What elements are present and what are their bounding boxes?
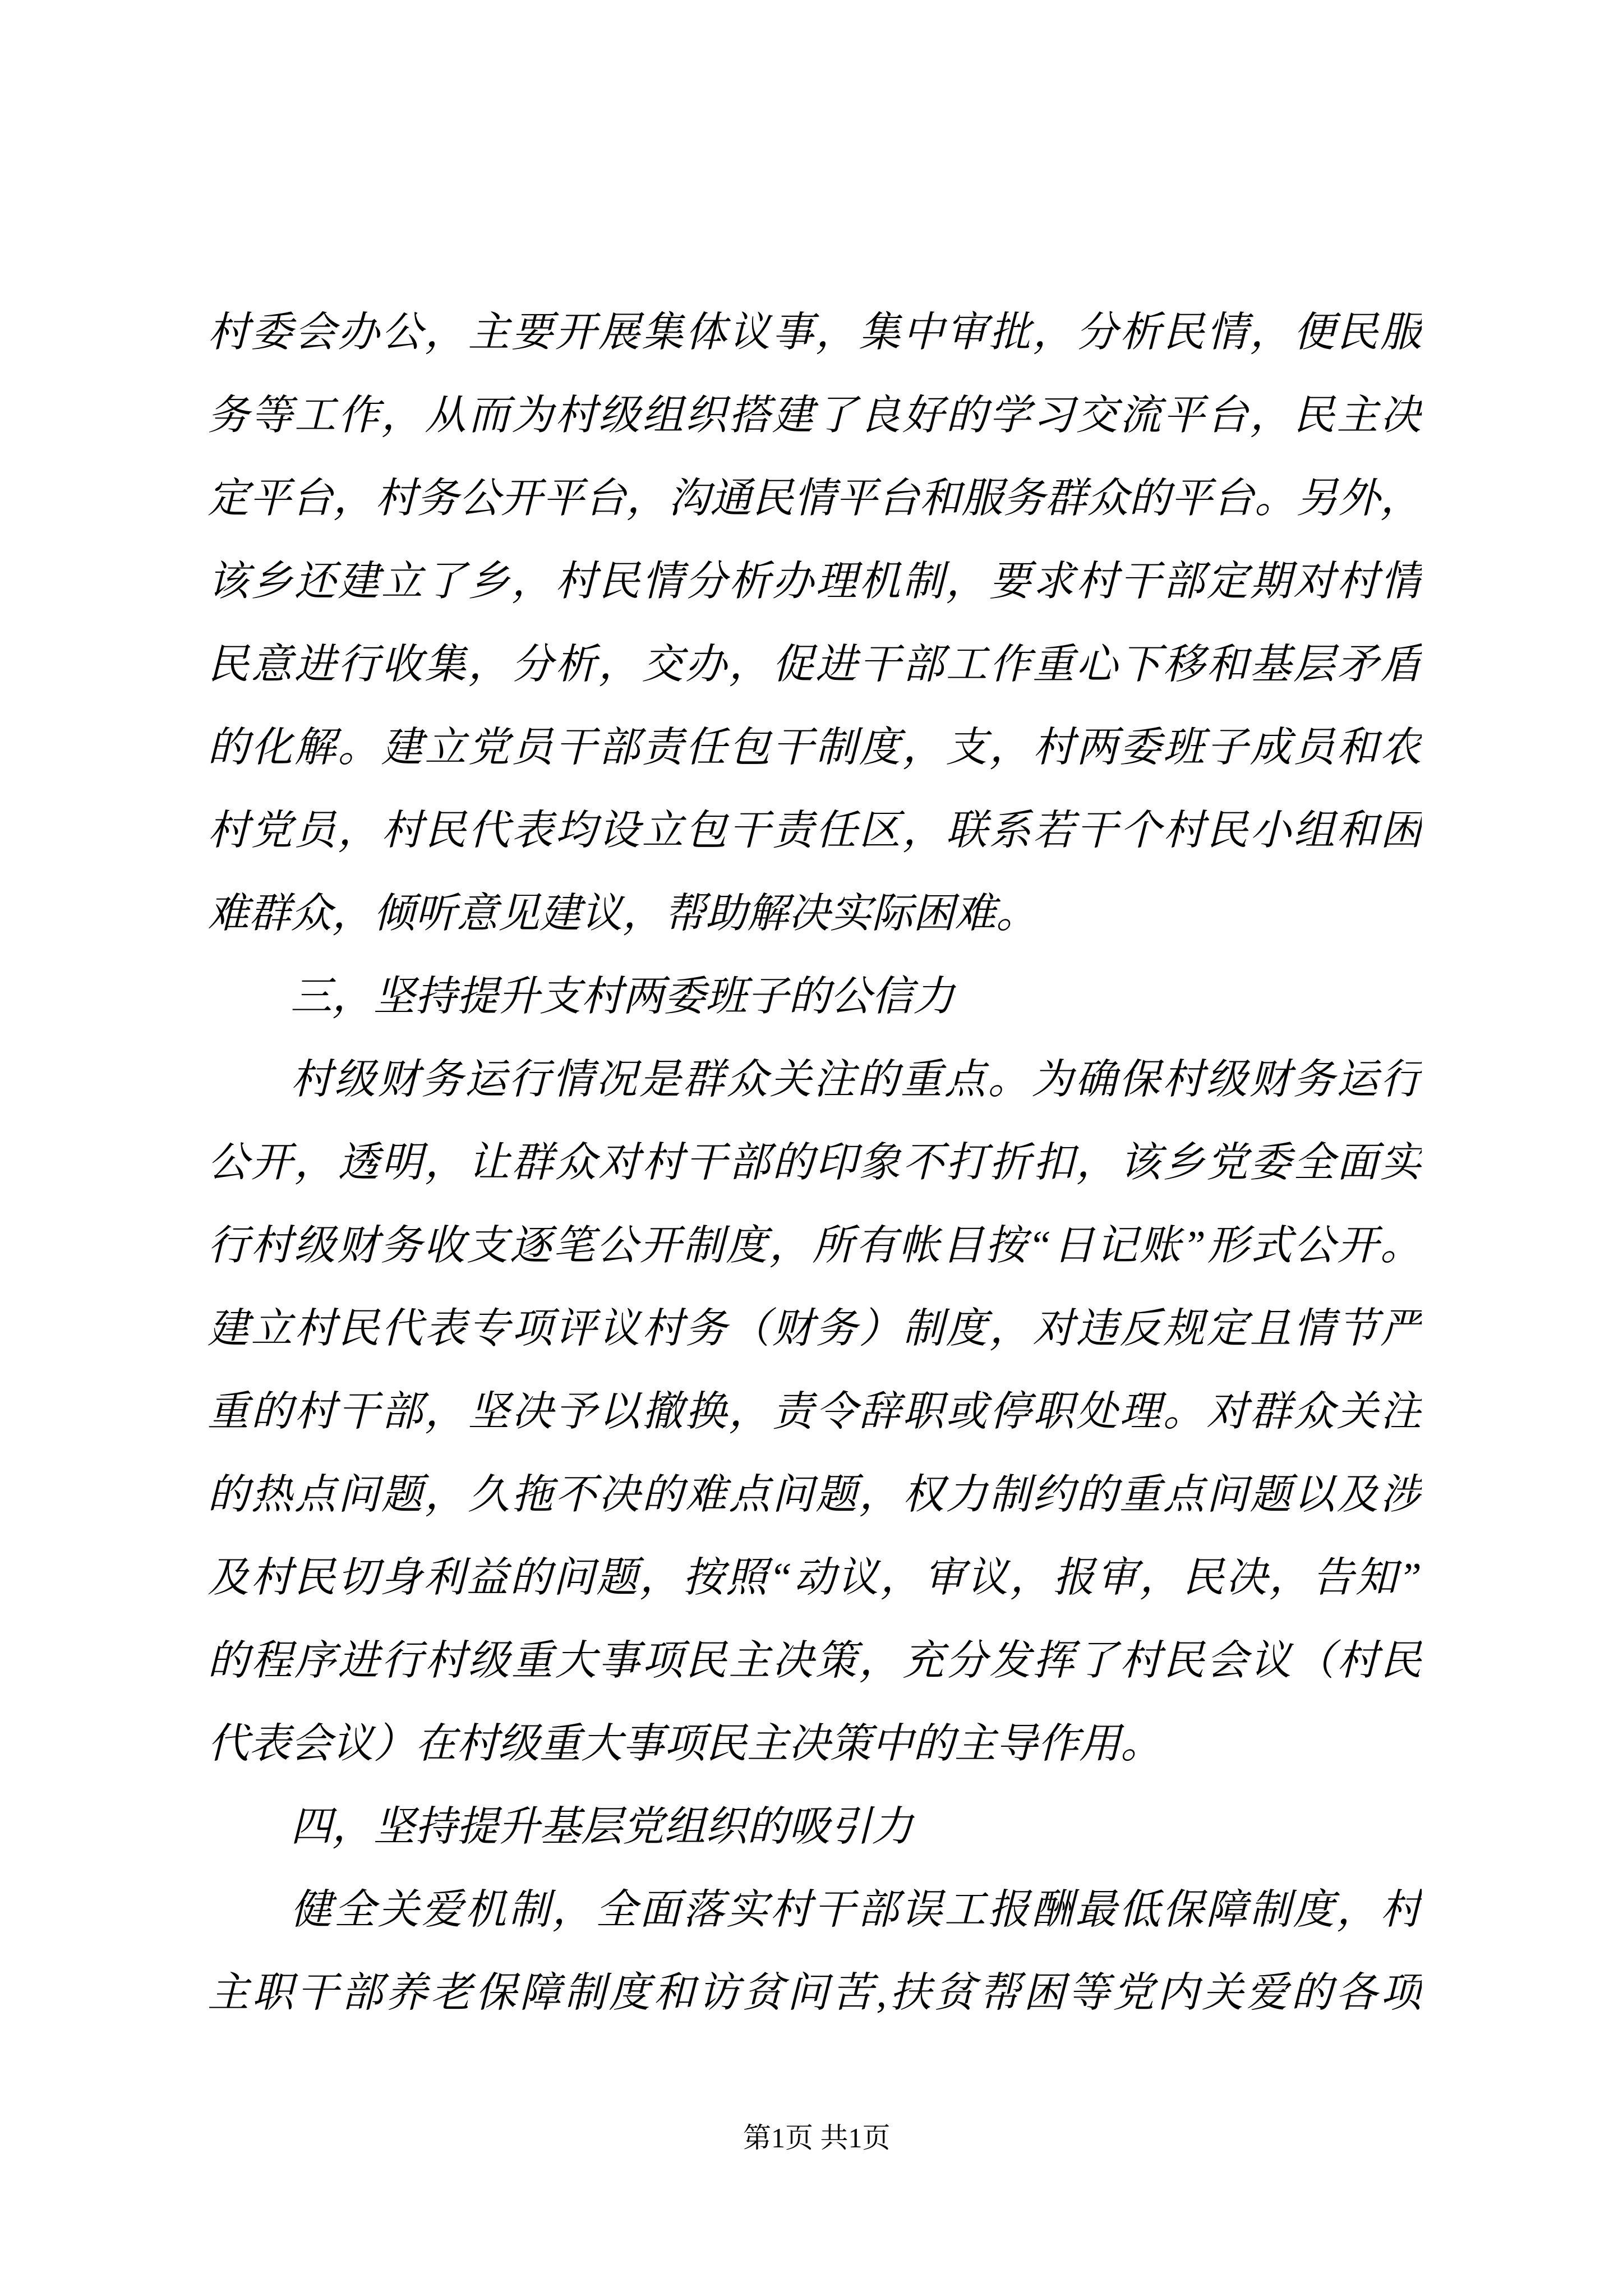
- text-line: 定平台，村务公开平台，沟通民情平台和服务群众的平台。另外，: [208, 476, 1422, 522]
- text-line: 务等工作，从而为村级组织搭建了良好的学习交流平台，民主决: [208, 393, 1422, 439]
- text-line: 健全关爱机制，全面落实村干部误工报酬最低保障制度，村: [291, 1887, 1422, 1933]
- text-line: 民意进行收集，分析，交办，促进干部工作重心下移和基层矛盾: [208, 642, 1422, 688]
- document-body: [208, 291, 1422, 2035]
- text-line: 主职干部养老保障制度和访贫问苦,扶贫帮困等党内关爱的各项: [208, 1970, 1422, 2016]
- text-line: 重的村干部，坚决予以撤换，责令辞职或停职处理。对群众关注: [208, 1389, 1422, 1435]
- text-line: 难群众，倾听意见建议，帮助解决实际困难。: [208, 891, 1038, 937]
- text-line: 建立村民代表专项评议村务（财务）制度，对违反规定且情节严: [208, 1306, 1422, 1352]
- section-heading-three: 三，坚持提升支村两委班子的公信力: [291, 974, 955, 1020]
- text-line: 该乡还建立了乡，村民情分析办理机制，要求村干部定期对村情: [208, 559, 1422, 605]
- section-heading-four: 四，坚持提升基层党组织的吸引力: [291, 1804, 913, 1850]
- text-line: 村委会办公，主要开展集体议事，集中审批，分析民情，便民服: [208, 310, 1422, 356]
- text-line: 村级财务运行情况是群众关注的重点。为确保村级财务运行: [291, 1057, 1422, 1103]
- text-line: 村党员，村民代表均设立包干责任区，联系若干个村民小组和困: [208, 808, 1422, 854]
- text-line: 行村级财务收支逐笔公开制度，所有帐目按“日记账”形式公开。: [208, 1223, 1422, 1269]
- text-line: 的程序进行村级重大事项民主决策，充分发挥了村民会议（村民: [208, 1638, 1422, 1684]
- text-line: 代表会议）在村级重大事项民主决策中的主导作用。: [208, 1721, 1162, 1767]
- text-line: 的热点问题，久拖不决的难点问题，权力制约的重点问题以及涉: [208, 1472, 1422, 1518]
- page-number-footer: 第1页 共1页: [743, 2122, 891, 2154]
- text-line: 的化解。建立党员干部责任包干制度，支，村两委班子成员和农: [208, 725, 1422, 771]
- text-line: 公开，透明，让群众对村干部的印象不打折扣，该乡党委全面实: [208, 1140, 1422, 1186]
- text-line: 及村民切身利益的问题，按照“动议，审议，报审，民决，告知”: [208, 1555, 1422, 1601]
